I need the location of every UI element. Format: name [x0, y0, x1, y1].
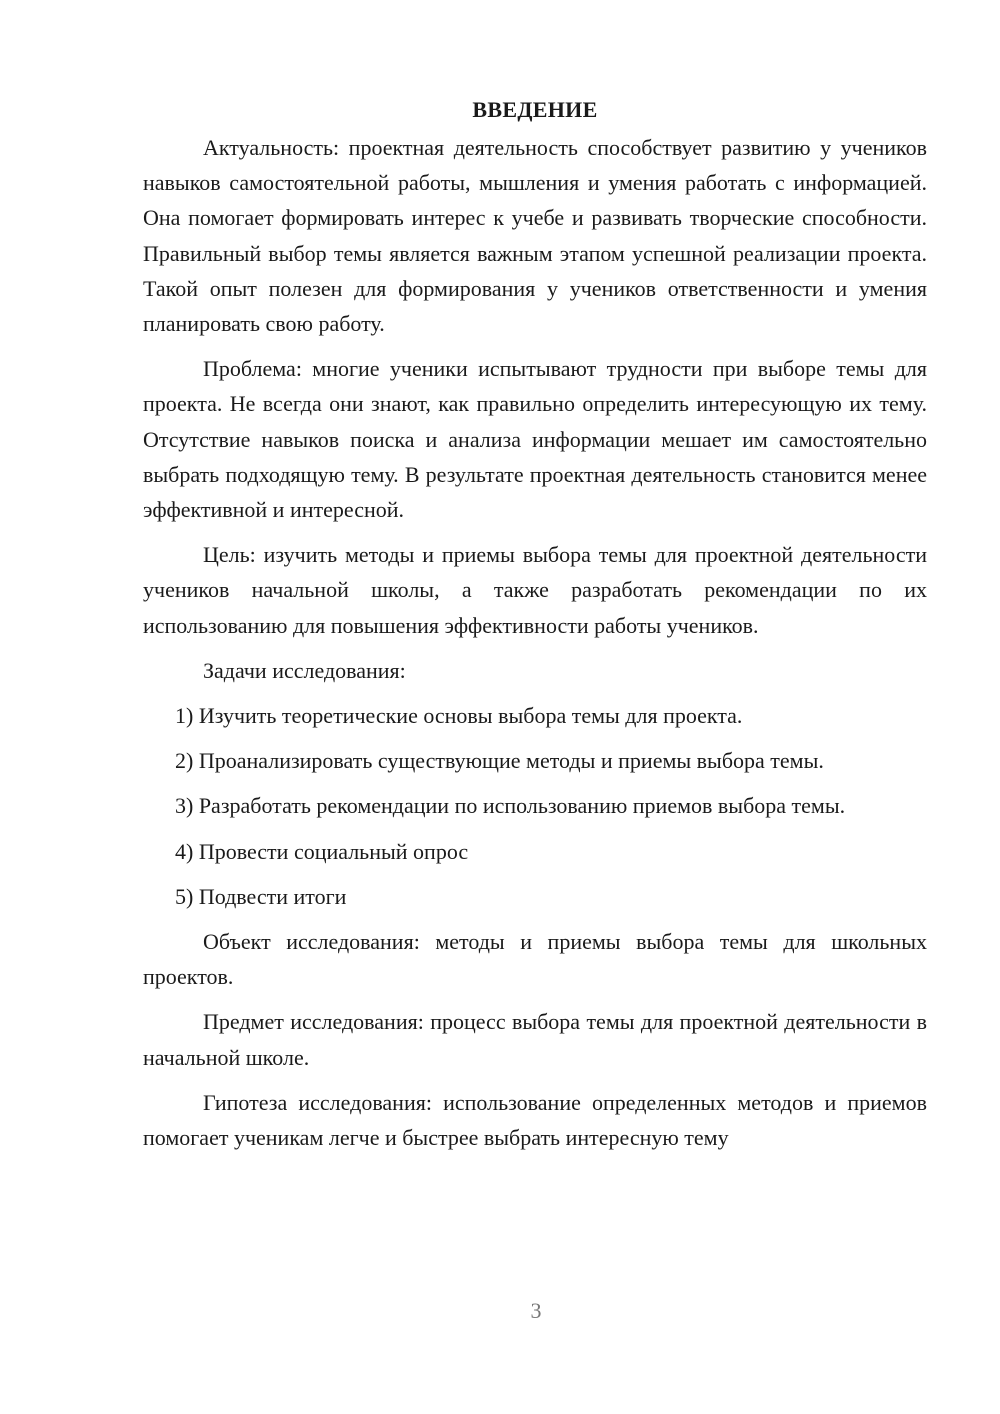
paragraph-subject: Предмет исследования: процесс выбора темы для проектной деятельности в начальной школе.	[143, 1009, 927, 1070]
task-item-4: 4) Провести социальный опрос	[175, 838, 469, 864]
paragraph-problem: Проблема: многие ученики испытывают трудности при выборе темы для проекта. Не всегда они знают, как правильно определить интересующую их тему. Отсутствие навыков поиска и анализа информации мешает им самостоятельно выбрать подходящую тему. В результате проектная деятельность становится менее эффективной и интересной.	[143, 356, 927, 523]
page-number: 3	[530, 1298, 542, 1323]
section-title: ВВЕДЕНИЕ	[472, 97, 598, 122]
paragraph-relevance: Актуальность: проектная деятельность способствует развитию у учеников навыков самостоятельной работы, мышления и умения работать с информацией. Она помогает формировать интерес к учебе и развивать творческие способности. Правильный выбор темы является важным этапом успешной реализации проекта. Такой опыт полезен для формирования у учеников ответственности и умения планировать свою работу.	[143, 135, 927, 337]
page-content	[143, 92, 927, 1165]
task-item-1: 1) Изучить теоретические основы выбора темы для проекта.	[175, 703, 743, 729]
paragraph-hypothesis: Гипотеза исследования: использование определенных методов и приемов помогает ученикам легче и быстрее выбрать интересную тему	[143, 1089, 927, 1151]
paragraph-goal: Цель: изучить методы и приемы выбора темы для проектной деятельности учеников начальной школы, а также разработать рекомендации по их использованию для повышения эффективности работы учеников.	[143, 542, 927, 638]
paragraph-tasks-heading: Задачи исследования:	[203, 657, 406, 683]
paragraph-object: Объект исследования: методы и приемы выбора темы для школьных проектов.	[143, 929, 927, 990]
task-item-5: 5) Подвести итоги	[175, 883, 347, 909]
task-item-2: 2) Проанализировать существующие методы и приемы выбора темы.	[175, 748, 824, 774]
task-item-3: 3) Разработать рекомендации по использованию приемов выбора темы.	[175, 793, 846, 819]
